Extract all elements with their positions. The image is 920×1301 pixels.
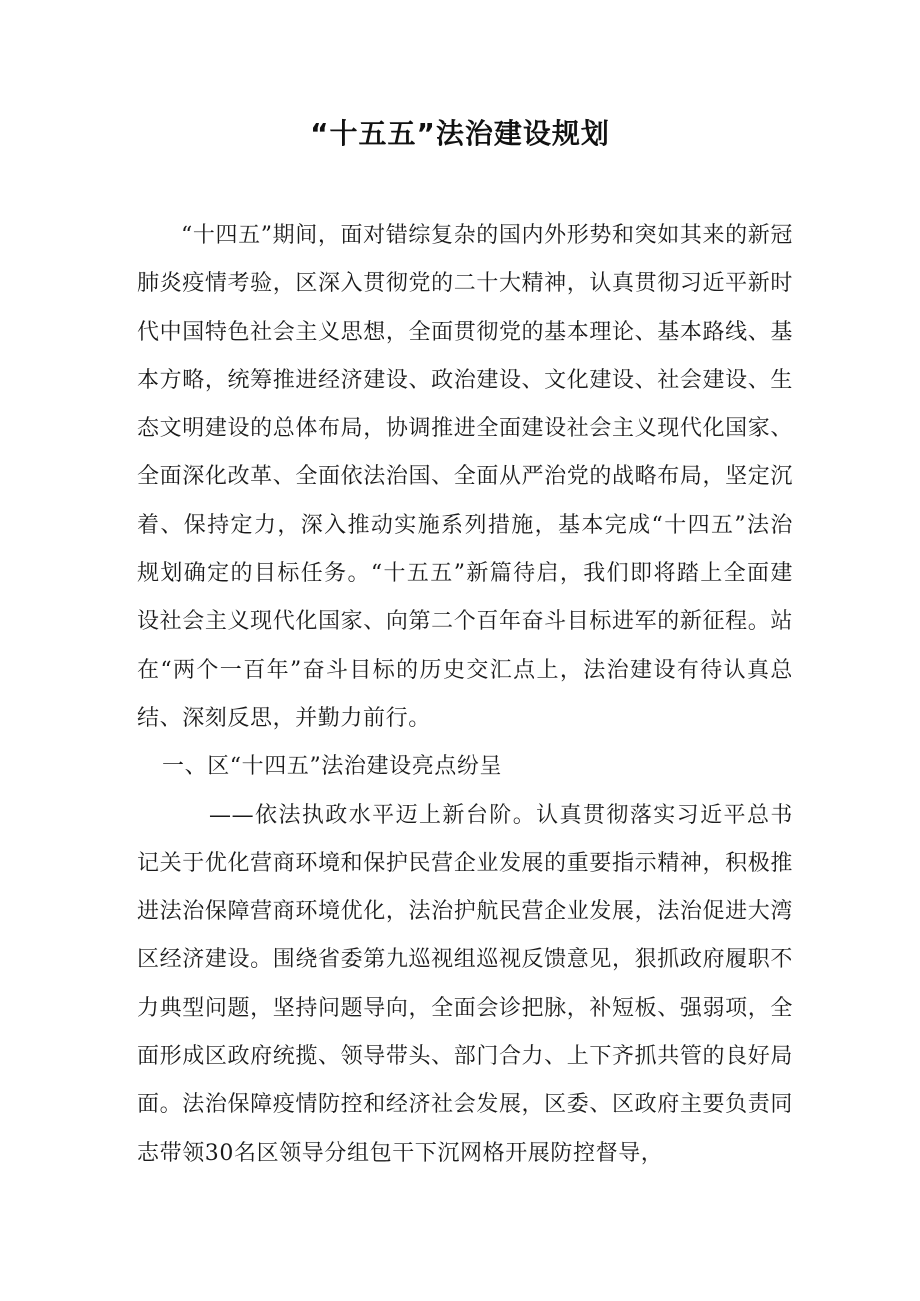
document-body: [137, 212, 793, 1178]
intro-paragraph: “十四五”期间，面对错综复杂的国内外形势和突如其来的新冠肺炎疫情考验，区深入贯彻党的二十大精神，认真贯彻习近平新时代中国特色社会主义思想，全面贯彻党的基本理论、基本路线、基本方略，统筹推进经济建设、政治建设、文化建设、社会建设、生态文明建设的总体布局，协调推进全面建设社会主义现代化国家、全面深化改革、全面依法治国、全面从严治党的战略布局，坚定沉着、保持定力，深入推动实施系列措施，基本完成“十四五”法治规划确定的目标任务。“十五五”新篇待启，我们即将踏上全面建设社会主义现代化国家、向第二个百年奋斗目标进军的新征程。站在“两个一百年”奋斗目标的历史交汇点上，法治建设有待认真总结、深刻反思，并勤力前行。: [137, 223, 793, 731]
document-title: “十五五”法治建设规划: [310, 117, 610, 150]
section-heading: 一、区“十四五”法治建设亮点纷呈: [162, 754, 503, 780]
section-paragraph: ——依法执政水平迈上新台阶。认真贯彻落实习近平总书记关于优化营商环境和保护民营企业发展的重要指示精神，积极推进法治保障营商环境优化，法治护航民营企业发展，法治促进大湾区经济建设。围绕省委第九巡视组巡视反馈意见，狠抓政府履职不力典型问题，坚持问题导向，全面会诊把脉，补短板、强弱项，全面形成区政府统揽、领导带头、部门合力、上下齐抓共管的良好局面。法治保障疫情防控和经济社会发展，区委、区政府主要负责同志带领30名区领导分组包干下沉网格开展防控督导，: [137, 802, 793, 1166]
